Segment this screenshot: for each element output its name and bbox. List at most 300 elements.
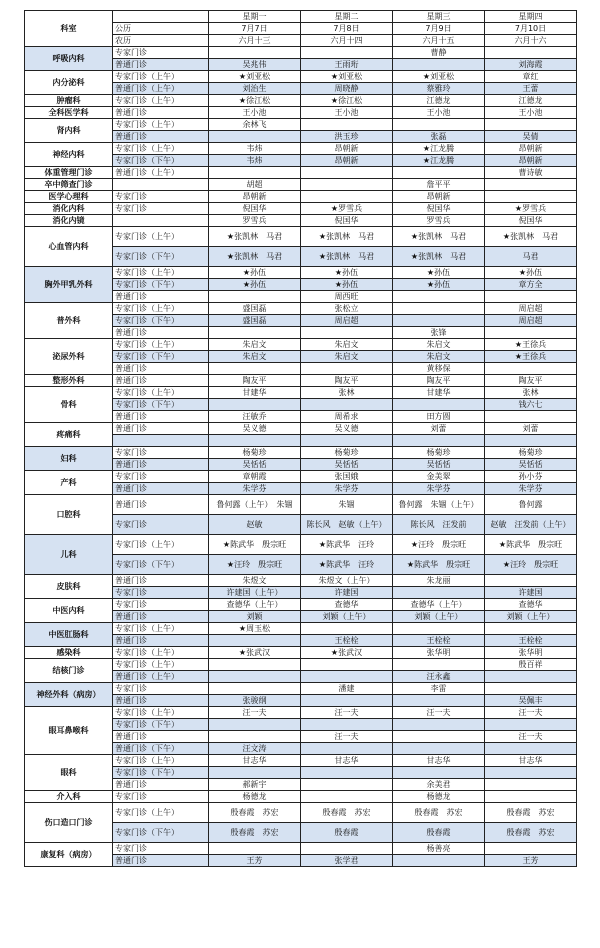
schedule-row <box>25 339 577 351</box>
lunar-date-mon: 六月十三 <box>209 35 301 47</box>
doctor-cell-wed: 陈长风 汪发前 <box>393 515 485 535</box>
doctor-cell-mon <box>209 843 301 855</box>
doctor-cell-wed: 杨菊珍 <box>393 447 485 459</box>
doctor-cell-thu: 昂朝新 <box>485 143 577 155</box>
doctor-cell-tue: 张松立 <box>301 303 393 315</box>
doctor-cell-tue: ★张凯林 马君 <box>301 247 393 267</box>
doctor-cell-wed: 昂朝新 <box>393 191 485 203</box>
doctor-cell-tue: 王雨珩 <box>301 59 393 71</box>
doctor-cell-mon <box>209 363 301 375</box>
doctor-cell-thu: 刘海霞 <box>485 59 577 71</box>
doctor-cell-mon: ★张凯林 马君 <box>209 247 301 267</box>
department-name: 眼科 <box>25 755 113 791</box>
doctor-cell-tue: 周希求 <box>301 411 393 423</box>
doctor-cell-tue: 张国娥 <box>301 471 393 483</box>
schedule-row <box>25 683 577 695</box>
doctor-cell-wed: 殷春霞 <box>393 823 485 843</box>
doctor-cell-thu: 周启超 <box>485 303 577 315</box>
doctor-cell-tue <box>301 767 393 779</box>
doctor-cell-wed <box>393 719 485 731</box>
doctor-cell-thu: 殷百祥 <box>485 659 577 671</box>
clinic-type: 专家门诊 <box>113 791 209 803</box>
doctor-cell-wed: 杨德龙 <box>393 791 485 803</box>
doctor-cell-wed: 杨善亮 <box>393 843 485 855</box>
clinic-type <box>113 215 209 227</box>
doctor-cell-mon: ★陈武华 殷宗旺 <box>209 535 301 555</box>
doctor-cell-wed: ★汪玲 殷宗旺 <box>393 535 485 555</box>
clinic-type: 专家门诊（下午） <box>113 279 209 291</box>
doctor-cell-wed <box>393 303 485 315</box>
clinic-type: 专家门诊（上午） <box>113 303 209 315</box>
doctor-cell-mon: ★孙伍 <box>209 267 301 279</box>
schedule-row <box>25 471 577 483</box>
doctor-cell-mon: 汪敏乔 <box>209 411 301 423</box>
clinic-type: 专家门诊（上午） <box>113 535 209 555</box>
clinic-type: 专家门诊（上午） <box>113 119 209 131</box>
doctor-cell-thu: 周启超 <box>485 315 577 327</box>
doctor-cell-mon <box>209 659 301 671</box>
weekday-tue: 星期二 <box>301 11 393 23</box>
doctor-cell-thu <box>485 363 577 375</box>
clinic-type: 普通门诊 <box>113 131 209 143</box>
department-name: 中医肛肠科 <box>25 623 113 647</box>
doctor-cell-thu: 殷春霞 苏宏 <box>485 803 577 823</box>
doctor-cell-mon: 陶友平 <box>209 375 301 387</box>
schedule-row <box>25 143 577 155</box>
doctor-cell-tue: 周晓静 <box>301 83 393 95</box>
doctor-cell-wed: 陶友平 <box>393 375 485 387</box>
department-name: 结核门诊 <box>25 659 113 683</box>
department-name: 心血管内科 <box>25 227 113 267</box>
doctor-cell-thu: ★王徐兵 <box>485 351 577 363</box>
doctor-cell-mon: ★刘亚松 <box>209 71 301 83</box>
doctor-cell-mon: 盛国磊 <box>209 315 301 327</box>
doctor-cell-thu <box>485 743 577 755</box>
schedule-row <box>25 267 577 279</box>
solar-label: 公历 <box>113 23 209 35</box>
schedule-row <box>25 707 577 719</box>
clinic-type: 专家门诊（下午） <box>113 555 209 575</box>
doctor-cell-wed: 王小池 <box>393 107 485 119</box>
doctor-cell-wed: 朱启文 <box>393 351 485 363</box>
doctor-cell-thu: 查德华 <box>485 599 577 611</box>
doctor-cell-thu: ★王徐兵 <box>485 339 577 351</box>
doctor-cell-tue <box>301 47 393 59</box>
doctor-cell-wed: 余美君 <box>393 779 485 791</box>
doctor-cell-thu: 张林 <box>485 387 577 399</box>
doctor-cell-tue <box>301 363 393 375</box>
clinic-type: 专家门诊（上午） <box>113 623 209 635</box>
doctor-cell-thu: 汪一夫 <box>485 731 577 743</box>
doctor-cell-tue <box>301 843 393 855</box>
doctor-cell-wed: 张华明 <box>393 647 485 659</box>
doctor-cell-thu: 王蕾 <box>485 83 577 95</box>
schedule-row <box>25 495 577 515</box>
doctor-cell-tue: 昂朝新 <box>301 143 393 155</box>
doctor-cell-wed <box>393 743 485 755</box>
doctor-cell-mon <box>209 327 301 339</box>
doctor-cell-wed: 朱龙丽 <box>393 575 485 587</box>
doctor-cell-thu: 昂朝新 <box>485 155 577 167</box>
doctor-cell-wed: ★陈武华 殷宗旺 <box>393 555 485 575</box>
lunar-date-thu: 六月十六 <box>485 35 577 47</box>
doctor-cell-mon: ★张武汉 <box>209 647 301 659</box>
schedule-row <box>25 755 577 767</box>
doctor-cell-tue <box>301 671 393 683</box>
doctor-cell-wed: ★江龙腾 <box>393 143 485 155</box>
doctor-cell-mon: 朱启文 <box>209 339 301 351</box>
doctor-cell-tue <box>301 719 393 731</box>
doctor-cell-wed: 朱启文 <box>393 339 485 351</box>
doctor-cell-thu: 王栓栓 <box>485 635 577 647</box>
clinic-type: 普通门诊 <box>113 495 209 515</box>
doctor-cell-mon: 章朝霞 <box>209 471 301 483</box>
doctor-cell-thu: ★张凯林 马君 <box>485 227 577 247</box>
doctor-cell-tue: 潘建 <box>301 683 393 695</box>
doctor-cell-thu: ★陈武华 殷宗旺 <box>485 535 577 555</box>
doctor-cell-thu: ★孙伍 <box>485 267 577 279</box>
doctor-cell-thu: 章方全 <box>485 279 577 291</box>
doctor-cell-mon: ★张凯林 马君 <box>209 227 301 247</box>
schedule-row <box>25 191 577 203</box>
doctor-cell-tue <box>301 779 393 791</box>
doctor-cell-mon: 甘建华 <box>209 387 301 399</box>
clinic-type <box>113 435 209 447</box>
doctor-cell-tue <box>301 743 393 755</box>
doctor-cell-mon: 盛国磊 <box>209 303 301 315</box>
doctor-cell-tue: 甘志华 <box>301 755 393 767</box>
doctor-cell-mon: 赵敏 <box>209 515 301 535</box>
doctor-cell-tue: 汪一夫 <box>301 707 393 719</box>
doctor-cell-mon: 鲁何露（上午） 朱锢 <box>209 495 301 515</box>
clinic-type: 专家门诊（上午） <box>113 143 209 155</box>
doctor-cell-mon: 罗雪兵 <box>209 215 301 227</box>
doctor-cell-tue: ★孙伍 <box>301 279 393 291</box>
clinic-type: 专家门诊（上午） <box>113 659 209 671</box>
doctor-cell-wed: 朱学芬 <box>393 483 485 495</box>
department-name: 肿瘤科 <box>25 95 113 107</box>
doctor-cell-thu: ★汪玲 殷宗旺 <box>485 555 577 575</box>
doctor-cell-tue: 朱锢 <box>301 495 393 515</box>
solar-date-thu: 7月10日 <box>485 23 577 35</box>
clinic-type: 专家门诊 <box>113 843 209 855</box>
lunar-date-tue: 六月十四 <box>301 35 393 47</box>
doctor-cell-mon: 殷春霞 苏宏 <box>209 803 301 823</box>
doctor-cell-thu <box>485 671 577 683</box>
doctor-cell-mon: 刘治生 <box>209 83 301 95</box>
doctor-cell-tue: 陶友平 <box>301 375 393 387</box>
clinic-type: 专家门诊（上午） <box>113 267 209 279</box>
schedule-row <box>25 227 577 247</box>
doctor-cell-wed: 张锋 <box>393 327 485 339</box>
doctor-cell-mon: 倪国华 <box>209 203 301 215</box>
doctor-cell-mon <box>209 671 301 683</box>
clinic-type: 普通门诊 <box>113 731 209 743</box>
department-name: 神经内科 <box>25 143 113 167</box>
doctor-cell-thu: 甘志华 <box>485 755 577 767</box>
doctor-cell-thu <box>485 411 577 423</box>
doctor-cell-tue: 倪国华 <box>301 215 393 227</box>
clinic-type: 专家门诊（上午） <box>113 755 209 767</box>
doctor-cell-mon: 韦炜 <box>209 155 301 167</box>
doctor-cell-wed: 汪一夫 <box>393 707 485 719</box>
clinic-type: 普通门诊 <box>113 459 209 471</box>
doctor-cell-thu: 刘颖（上午） <box>485 611 577 623</box>
lunar-label: 农历 <box>113 35 209 47</box>
doctor-cell-wed: 刘颖（上午） <box>393 611 485 623</box>
department-name: 消化内镜 <box>25 215 113 227</box>
doctor-cell-tue: 洪玉珍 <box>301 131 393 143</box>
clinic-type: 专家门诊 <box>113 599 209 611</box>
doctor-cell-wed: 鲁何露 朱锢（上午） <box>393 495 485 515</box>
doctor-cell-wed: 詹平平 <box>393 179 485 191</box>
doctor-cell-wed: 江德龙 <box>393 95 485 107</box>
clinic-type: 普通门诊（上午） <box>113 83 209 95</box>
doctor-cell-mon: 张骏纲 <box>209 695 301 707</box>
doctor-cell-tue: 吴恬恬 <box>301 459 393 471</box>
doctor-cell-tue <box>301 119 393 131</box>
doctor-cell-mon: 刘颖 <box>209 611 301 623</box>
schedule-row <box>25 179 577 191</box>
doctor-cell-thu: 杨菊珍 <box>485 447 577 459</box>
clinic-type: 专家门诊（下午） <box>113 247 209 267</box>
doctor-cell-wed: 倪国华 <box>393 203 485 215</box>
doctor-cell-wed: 殷春霞 苏宏 <box>393 803 485 823</box>
doctor-cell-tue: ★刘亚松 <box>301 71 393 83</box>
clinic-type: 专家门诊（上午） <box>113 647 209 659</box>
solar-date-tue: 7月8日 <box>301 23 393 35</box>
clinic-type: 专家门诊（上午） <box>113 803 209 823</box>
clinic-type: 普通门诊 <box>113 327 209 339</box>
doctor-cell-tue: 朱启文 <box>301 339 393 351</box>
clinic-type: 专家门诊（下午） <box>113 399 209 411</box>
doctor-cell-tue: 汪一夫 <box>301 731 393 743</box>
doctor-cell-thu <box>485 843 577 855</box>
department-name: 疼痛科 <box>25 423 113 447</box>
schedule-row <box>25 423 577 435</box>
doctor-cell-wed: 曹静 <box>393 47 485 59</box>
doctor-cell-mon: 吴恬恬 <box>209 459 301 471</box>
doctor-cell-wed: ★江龙腾 <box>393 155 485 167</box>
clinic-type: 专家门诊（下午） <box>113 823 209 843</box>
department-name: 感染科 <box>25 647 113 659</box>
doctor-cell-wed: 蔡雅玲 <box>393 83 485 95</box>
doctor-cell-wed: ★刘亚松 <box>393 71 485 83</box>
doctor-cell-mon: 汪一夫 <box>209 707 301 719</box>
doctor-cell-mon: ★周玉松 <box>209 623 301 635</box>
doctor-cell-mon: 王芳 <box>209 855 301 867</box>
doctor-cell-mon: 许建国（上午） <box>209 587 301 599</box>
clinic-type: 普通门诊 <box>113 291 209 303</box>
doctor-cell-thu: 许建国 <box>485 587 577 599</box>
doctor-cell-tue <box>301 191 393 203</box>
department-name: 肾内科 <box>25 119 113 143</box>
doctor-cell-tue: 王栓栓 <box>301 635 393 647</box>
doctor-cell-thu: 曹诗敏 <box>485 167 577 179</box>
solar-date-wed: 7月9日 <box>393 23 485 35</box>
doctor-cell-tue <box>301 435 393 447</box>
clinic-type: 普通门诊（下午） <box>113 743 209 755</box>
clinic-type: 专家门诊 <box>113 191 209 203</box>
clinic-type: 专家门诊 <box>113 471 209 483</box>
doctor-cell-thu: 马君 <box>485 247 577 267</box>
doctor-cell-tue <box>301 179 393 191</box>
doctor-cell-thu: 朱学芬 <box>485 483 577 495</box>
doctor-cell-mon: 杨德龙 <box>209 791 301 803</box>
doctor-cell-mon: 韦炜 <box>209 143 301 155</box>
doctor-cell-tue: 吴义德 <box>301 423 393 435</box>
doctor-cell-thu: 陶友平 <box>485 375 577 387</box>
doctor-cell-wed <box>393 855 485 867</box>
department-name: 眼耳鼻喉科 <box>25 707 113 755</box>
doctor-cell-thu: 鲁何露 <box>485 495 577 515</box>
doctor-cell-wed <box>393 291 485 303</box>
doctor-cell-thu <box>485 119 577 131</box>
doctor-cell-wed <box>393 695 485 707</box>
schedule-row <box>25 203 577 215</box>
doctor-cell-mon: 郝新宇 <box>209 779 301 791</box>
doctor-cell-tue: ★罗雪兵 <box>301 203 393 215</box>
doctor-cell-tue <box>301 399 393 411</box>
schedule-row <box>25 843 577 855</box>
clinic-type: 专家门诊（下午） <box>113 155 209 167</box>
schedule-row <box>25 803 577 823</box>
department-name: 康复科（病房） <box>25 843 113 867</box>
doctor-cell-wed: 黄移保 <box>393 363 485 375</box>
doctor-cell-wed: 刘蕾 <box>393 423 485 435</box>
doctor-cell-thu <box>485 47 577 59</box>
clinic-type: 专家门诊 <box>113 447 209 459</box>
weekday-wed: 星期三 <box>393 11 485 23</box>
doctor-cell-wed <box>393 59 485 71</box>
clinic-type: 普通门诊 <box>113 59 209 71</box>
doctor-cell-tue <box>301 327 393 339</box>
schedule-row <box>25 535 577 555</box>
doctor-cell-mon <box>209 683 301 695</box>
doctor-cell-mon: 昂朝新 <box>209 191 301 203</box>
clinic-type: 专家门诊（下午） <box>113 351 209 363</box>
clinic-type: 专家门诊（上午） <box>113 387 209 399</box>
clinic-type: 专家门诊 <box>113 47 209 59</box>
doctor-cell-mon <box>209 167 301 179</box>
doctor-cell-thu <box>485 179 577 191</box>
doctor-cell-wed: 查德华（上午） <box>393 599 485 611</box>
doctor-cell-tue: 朱学芬 <box>301 483 393 495</box>
doctor-cell-thu <box>485 435 577 447</box>
clinic-type <box>113 179 209 191</box>
doctor-cell-tue: 朱启文 <box>301 351 393 363</box>
doctor-cell-thu: 吴佩丰 <box>485 695 577 707</box>
clinic-type: 专家门诊（上午） <box>113 707 209 719</box>
clinic-type: 专家门诊 <box>113 683 209 695</box>
doctor-cell-mon: ★汪玲 殷宗旺 <box>209 555 301 575</box>
department-name: 消化内科 <box>25 203 113 215</box>
clinic-type: 普通门诊 <box>113 611 209 623</box>
doctor-cell-wed <box>393 659 485 671</box>
doctor-cell-thu: 王小池 <box>485 107 577 119</box>
doctor-cell-thu: 殷春霞 苏宏 <box>485 823 577 843</box>
doctor-cell-mon: 朱煜文 <box>209 575 301 587</box>
department-name: 口腔科 <box>25 495 113 535</box>
doctor-cell-tue: 周启超 <box>301 315 393 327</box>
doctor-cell-mon: 查德华（上午） <box>209 599 301 611</box>
doctor-cell-wed <box>393 731 485 743</box>
doctor-cell-tue: 朱煜文（上午） <box>301 575 393 587</box>
doctor-cell-wed: 田方圆 <box>393 411 485 423</box>
doctor-cell-wed: ★张凯林 马君 <box>393 227 485 247</box>
clinic-schedule-table <box>24 10 577 867</box>
doctor-cell-tue: 杨菊珍 <box>301 447 393 459</box>
doctor-cell-thu: 江德龙 <box>485 95 577 107</box>
doctor-cell-thu: 钱六七 <box>485 399 577 411</box>
department-name: 皮肤科 <box>25 575 113 599</box>
clinic-type: 专家门诊（下午） <box>113 719 209 731</box>
clinic-type: 普通门诊 <box>113 107 209 119</box>
schedule-row <box>25 95 577 107</box>
clinic-type: 普通门诊 <box>113 411 209 423</box>
doctor-cell-mon <box>209 131 301 143</box>
schedule-row <box>25 599 577 611</box>
doctor-cell-wed <box>393 435 485 447</box>
doctor-cell-tue: 王小池 <box>301 107 393 119</box>
doctor-cell-wed <box>393 119 485 131</box>
doctor-cell-tue <box>301 695 393 707</box>
doctor-cell-wed: 罗雪兵 <box>393 215 485 227</box>
doctor-cell-mon <box>209 731 301 743</box>
doctor-cell-mon <box>209 47 301 59</box>
lunar-date-wed: 六月十五 <box>393 35 485 47</box>
schedule-row <box>25 375 577 387</box>
department-name: 普外科 <box>25 303 113 339</box>
doctor-cell-tue: ★张武汉 <box>301 647 393 659</box>
doctor-cell-thu <box>485 191 577 203</box>
doctor-cell-thu <box>485 767 577 779</box>
doctor-cell-thu <box>485 791 577 803</box>
doctor-cell-mon <box>209 635 301 647</box>
clinic-type: 专家门诊（下午） <box>113 767 209 779</box>
clinic-type: 专家门诊（上午） <box>113 339 209 351</box>
header-blank <box>113 11 209 23</box>
schedule-row <box>25 215 577 227</box>
doctor-cell-wed: 金美翠 <box>393 471 485 483</box>
clinic-type: 普通门诊 <box>113 375 209 387</box>
doctor-cell-mon <box>209 399 301 411</box>
doctor-cell-thu: 汪一夫 <box>485 707 577 719</box>
schedule-row <box>25 71 577 83</box>
header-corner: 科室 <box>25 11 113 47</box>
department-name: 中医内科 <box>25 599 113 623</box>
doctor-cell-tue: 殷春霞 <box>301 823 393 843</box>
doctor-cell-mon: 朱学芬 <box>209 483 301 495</box>
clinic-type: 专家门诊（上午） <box>113 71 209 83</box>
clinic-type: 普通门诊 <box>113 695 209 707</box>
department-name: 体重管理门诊 <box>25 167 113 179</box>
clinic-type: 专家门诊 <box>113 587 209 599</box>
schedule-row <box>25 659 577 671</box>
schedule-row <box>25 303 577 315</box>
department-name: 全科医学科 <box>25 107 113 119</box>
doctor-cell-thu: 吴倩 <box>485 131 577 143</box>
doctor-cell-mon <box>209 435 301 447</box>
doctor-cell-tue: ★张凯林 马君 <box>301 227 393 247</box>
doctor-cell-mon: 胡超 <box>209 179 301 191</box>
doctor-cell-tue: 刘颖（上午） <box>301 611 393 623</box>
doctor-cell-mon <box>209 291 301 303</box>
doctor-cell-tue: ★陈武华 汪玲 <box>301 535 393 555</box>
doctor-cell-wed: 吴恬恬 <box>393 459 485 471</box>
doctor-cell-tue <box>301 167 393 179</box>
clinic-type: 专家门诊（上午） <box>113 227 209 247</box>
